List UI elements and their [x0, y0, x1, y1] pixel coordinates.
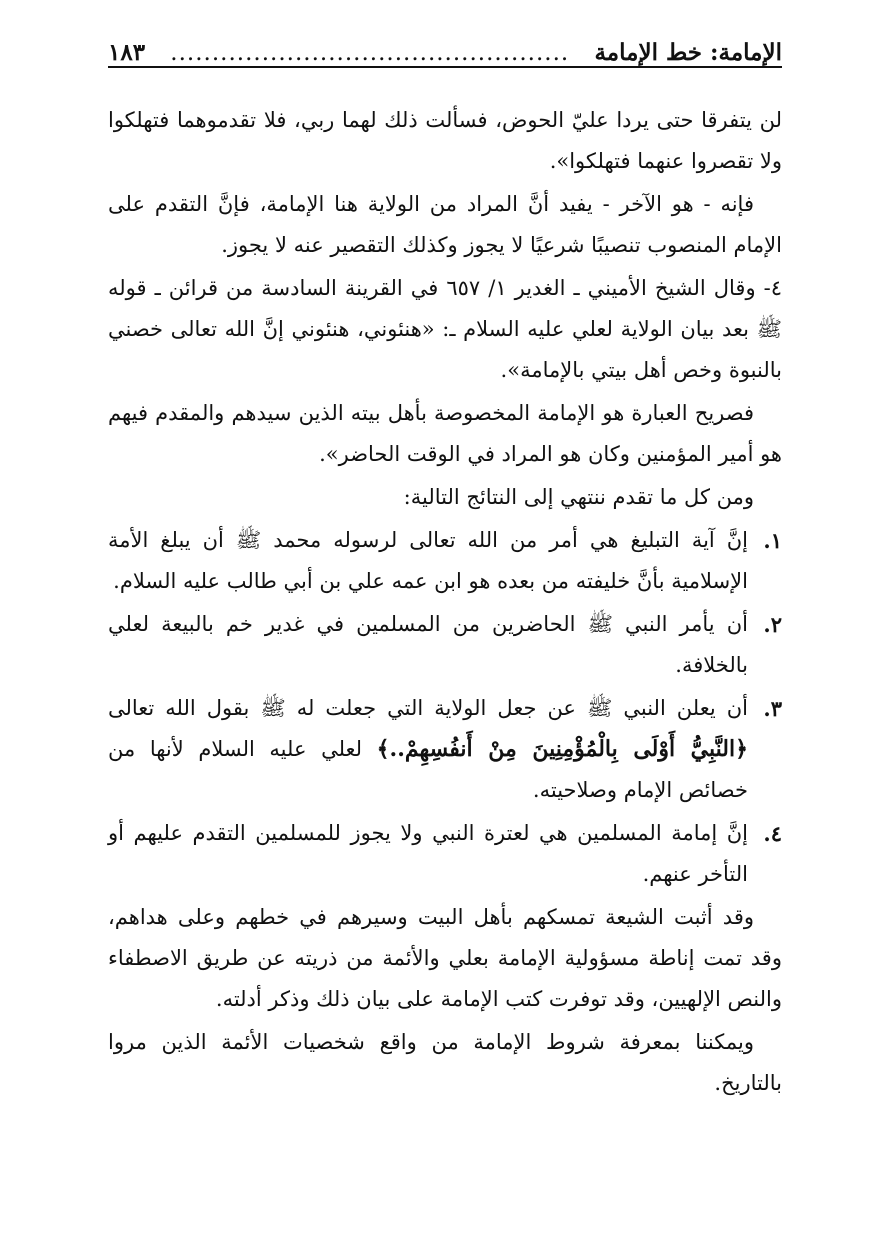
list-item-4: [108, 813, 782, 895]
list-text-after-verse: لعلي عليه السلام لأنها من خصائص الإمام وصلاحيته.: [108, 737, 748, 802]
list-text: إنَّ آية التبليغ هي أمر من الله تعالى لرسوله محمد ﷺ أن يبلغ الأمة الإسلامية بأنَّ خليفته من بعده هو ابن عمه علي بن أبي طالب عليه السلام.: [108, 528, 748, 593]
running-head-leader-dots: ................................................: [170, 40, 570, 66]
running-head: [108, 28, 782, 66]
paragraph-6: وقد أثبت الشيعة تمسكهم بأهل البيت وسيرهم في خطهم وعلى هداهم، وقد تمت إناطة مسؤولية الإمامة بعلي والأئمة من ذريته عن طريق الاصطفاء والنص الإلهيين، وقد توفرت كتب الإمامة على بيان ذلك وذكر أدلته.: [108, 905, 782, 1011]
list-item-1: [108, 520, 782, 602]
paragraph-4: فصريح العبارة هو الإمامة المخصوصة بأهل بيته الذين سيدهم والمقدم فيهم هو أمير المؤمنين وكان هو المراد في الوقت الحاضر».: [108, 401, 782, 466]
list-number: ٣.: [763, 696, 782, 721]
paragraph-5: ومن كل ما تقدم ننتهي إلى النتائج التالية:: [403, 485, 754, 509]
list-number: ١.: [763, 528, 782, 553]
running-head-title: الإمامة: خط الإمامة: [594, 39, 782, 66]
list-text: أن يأمر النبي ﷺ الحاضرين من المسلمين في غدير خم بالبيعة لعلي بالخلافة.: [108, 612, 748, 677]
quran-verse: ﴿النَّبِيُّ أَوْلَى بِالْمُؤْمِنِينَ مِنْ أَنفُسِهِمْ..﴾: [376, 736, 748, 762]
header-rule: [108, 66, 782, 68]
list-number: ٢.: [763, 612, 782, 637]
paragraph-7: ويمكننا بمعرفة شروط الإمامة من واقع شخصيات الأئمة الذين مروا بالتاريخ.: [108, 1030, 782, 1095]
list-item-3: [108, 688, 782, 811]
list-text: [108, 688, 748, 811]
list-text-before-verse: أن يعلن النبي ﷺ عن جعل الولاية التي جعلت له ﷺ بقول الله تعالى: [108, 696, 748, 720]
paragraph-3: ٤- وقال الشيخ الأميني ـ الغدير ١/ ٦٥٧ في القرينة السادسة من قرائن ـ قوله ﷺ بعد بيان الولاية لعلي عليه السلام ـ: «هنئوني، هنئوني إنَّ الله تعالى خصني بالنبوة وخص أهل بيتي بالإمامة».: [108, 276, 782, 382]
list-text: إنَّ إمامة المسلمين هي لعترة النبي ولا يجوز للمسلمين التقدم عليهم أو التأخر عنهم.: [108, 821, 748, 886]
body-text: [108, 100, 782, 1106]
list-number: ٤.: [763, 821, 782, 846]
list-item-2: [108, 604, 782, 686]
paragraph-1: لن يتفرقا حتى يردا عليّ الحوض، فسألت ذلك لهما ربي، فلا تقدموهما فتهلكوا ولا تقصروا عنهما فتهلكوا».: [108, 108, 782, 173]
paragraph-2: فإنه - هو الآخر - يفيد أنَّ المراد من الولاية هنا الإمامة، فإنَّ التقدم على الإمام المنصوب تنصيبًا شرعيًا لا يجوز وكذلك التقصير عنه لا يجوز.: [108, 192, 782, 257]
page-number: ١٨٣: [108, 39, 146, 66]
